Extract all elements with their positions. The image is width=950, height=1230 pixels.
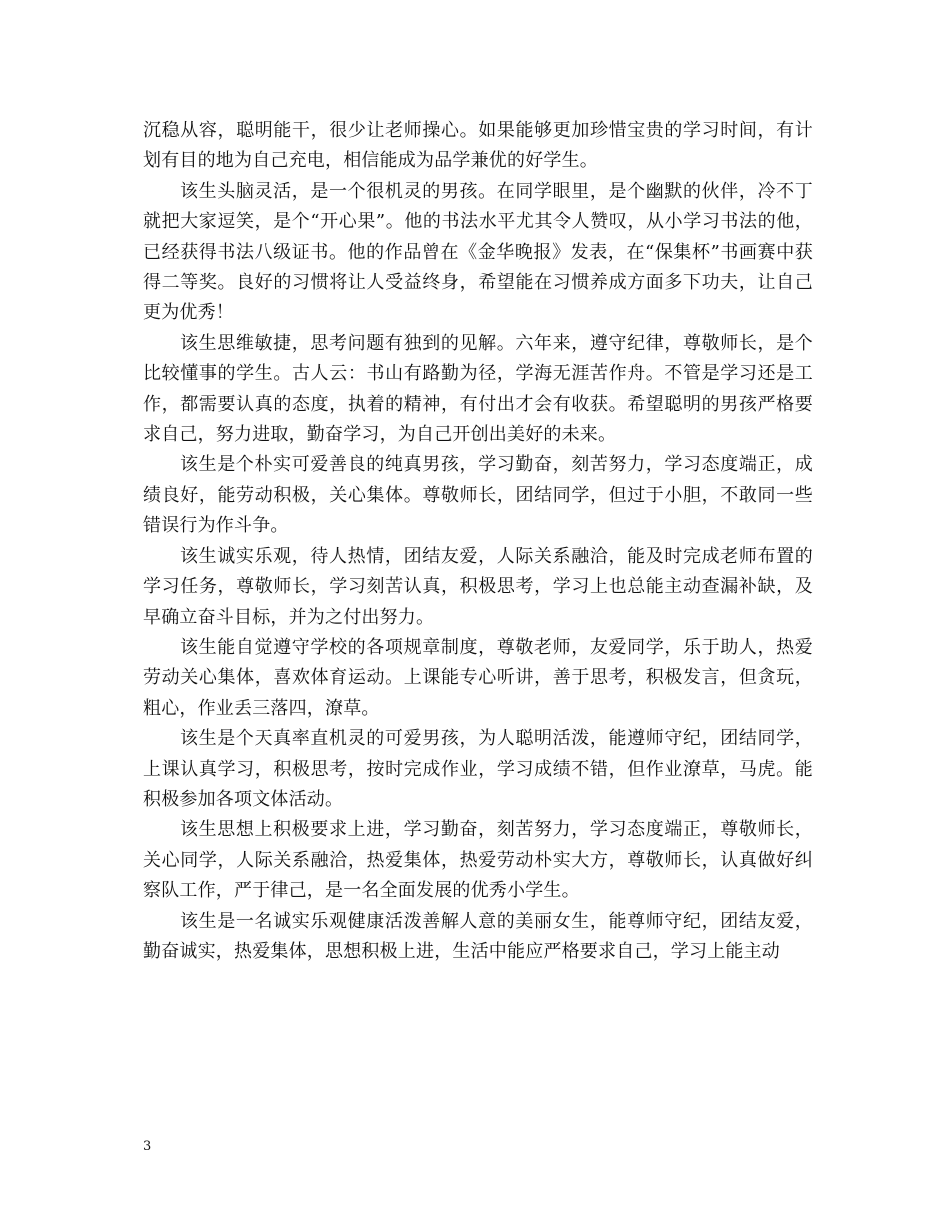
paragraph-comment-5: 该生诚实乐观，待人热情，团结友爱，人际关系融洽，能及时完成老师布置的学习任务，尊敬师长，学习刻苦认真，积极思考，学习上也总能主动查漏补缺，及早确立奋斗目标，并为之付出努力。 xyxy=(143,545,813,628)
paragraph-comment-2: 该生头脑灵活，是一个很机灵的男孩。在同学眼里，是个幽默的伙伴，冷不丁就把大家逗笑，是个“开心果”。他的书法水平尤其令人赞叹，从小学习书法的他，已经获得书法八级证书。他的作品曾在《金华晚报》发表，在“保集杯”书画赛中获得二等奖。良好的习惯将让人受益终身，希望能在习惯养成方面多下功夫，让自己更为优秀！ xyxy=(143,180,813,324)
paragraph-comment-4: 该生是个朴实可爱善良的纯真男孩，学习勤奋，刻苦努力，学习态度端正，成绩良好，能劳动积极，关心集体。尊敬师长，团结同学，但过于小胆，不敢同一些错误行为作斗争。 xyxy=(143,454,813,537)
document-body xyxy=(143,116,813,967)
paragraph-comment-9: 该生是一名诚实乐观健康活泼善解人意的美丽女生，能尊师守纪，团结友爱，勤奋诚实，热爱集体，思想积极上进，生活中能应严格要求自己，学习上能主动 xyxy=(143,910,813,962)
paragraph-comment-8: 该生思想上积极要求上进，学习勤奋，刻苦努力，学习态度端正，尊敬师长，关心同学，人际关系融洽，热爱集体，热爱劳动朴实大方，尊敬师长，认真做好纠察队工作，严于律己，是一名全面发展的优秀小学生。 xyxy=(143,819,813,902)
page-number: 3 xyxy=(143,1139,152,1154)
paragraph-comment-7: 该生是个天真率直机灵的可爱男孩，为人聪明活泼，能遵师守纪，团结同学，上课认真学习，积极思考，按时完成作业，学习成绩不错，但作业潦草，马虎。能积极参加各项文体活动。 xyxy=(143,728,813,810)
paragraph-comment-3: 该生思维敏捷，思考问题有独到的见解。六年来，遵守纪律，尊敬师长，是个比较懂事的学生。古人云：书山有路勤为径，学海无涯苦作舟。不管是学习还是工作，都需要认真的态度，执着的精神，有付出才会有收获。希望聪明的男孩严格要求自己，努力进取，勤奋学习，为自己开创出美好的未来。 xyxy=(143,332,813,446)
paragraph-comment-6: 该生能自觉遵守学校的各项规章制度，尊敬老师，友爱同学，乐于助人，热爱劳动关心集体，喜欢体育运动。上课能专心听讲，善于思考，积极发言，但贪玩，粗心，作业丢三落四，潦草。 xyxy=(143,636,813,719)
paragraph-continued: 沉稳从容，聪明能干，很少让老师操心。如果能够更加珍惜宝贵的学习时间，有计划有目的地为自己充电，相信能成为品学兼优的好学生。 xyxy=(143,120,813,172)
